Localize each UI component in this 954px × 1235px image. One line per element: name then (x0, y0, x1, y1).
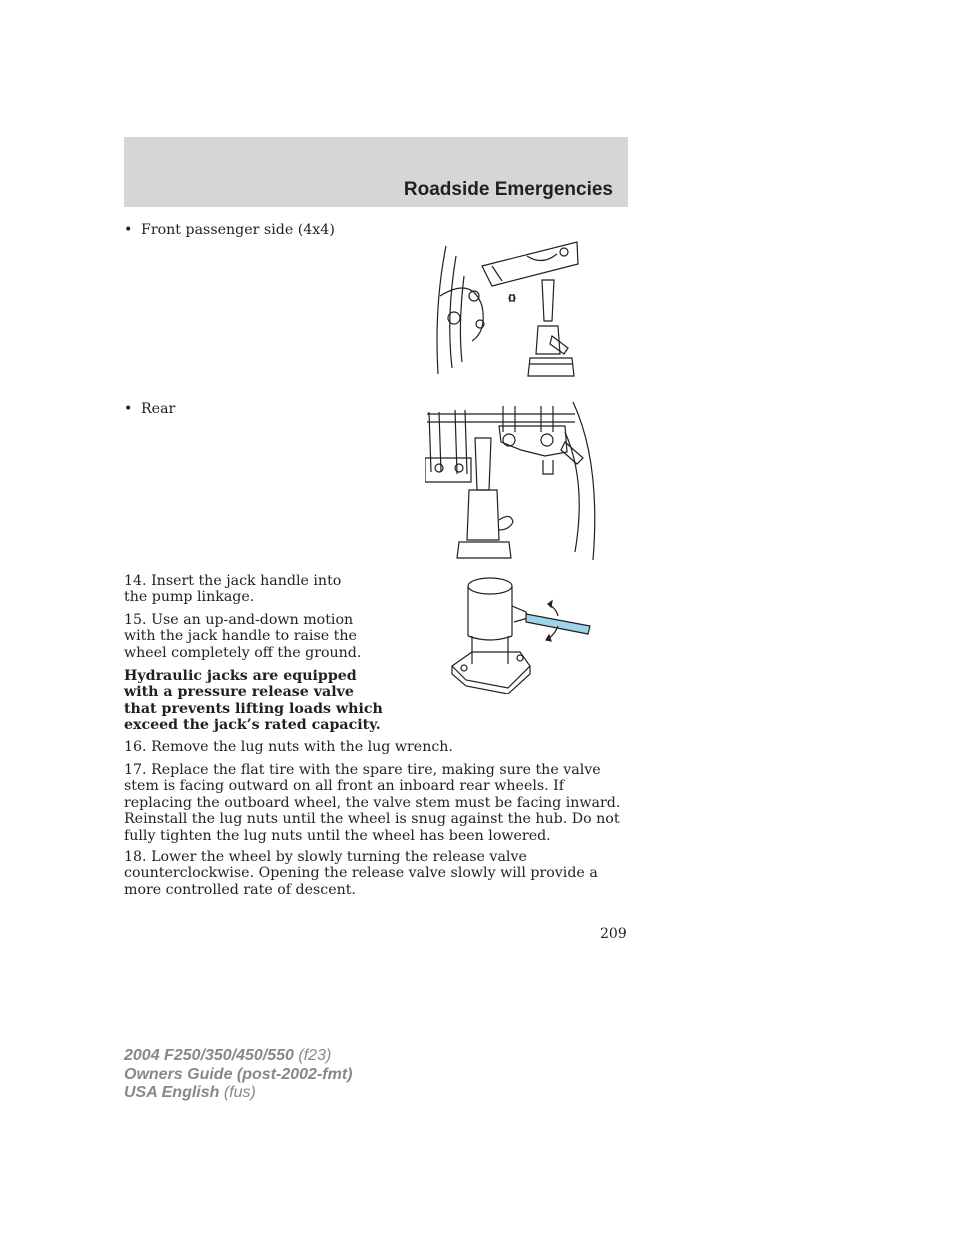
footer-model: 2004 F250/350/450/550 (124, 1047, 294, 1064)
step-16: 16. Remove the lug nuts with the lug wrench. (124, 739, 453, 755)
jack-handle-illustration (448, 574, 594, 694)
bullet-dot: • (124, 222, 133, 238)
section-header-band (124, 137, 628, 207)
footer-language: USA English (124, 1084, 220, 1101)
step-14: 14. Insert the jack handle into the pump linkage. (124, 573, 342, 606)
footer-line-3 (124, 1084, 352, 1103)
footer-language-code: (fus) (223, 1084, 256, 1101)
footer-line-1 (124, 1047, 352, 1066)
step-15: 15. Use an up-and-down motion with the jack handle to raise the wheel completely off the ground. (124, 612, 362, 661)
footer-model-code: (f23) (298, 1047, 332, 1064)
footer-line-2 (124, 1066, 352, 1085)
jack-handle-bar (526, 614, 590, 634)
hydraulic-jack-warning: Hydraulic jacks are equipped with a pressure release valve that prevents lifting loads which exceed the jack’s rated capacity. (124, 668, 383, 734)
bullet-dot: • (124, 401, 133, 417)
bullet-rear-label: Rear (141, 401, 176, 417)
bullet-front-passenger (124, 222, 335, 238)
page-number: 209 (600, 926, 627, 942)
document-footer (124, 1047, 352, 1103)
footer-guide: Owners Guide (post-2002-fmt) (124, 1065, 353, 1083)
section-title: Roadside Emergencies (403, 179, 613, 200)
rear-jack-illustration (425, 402, 597, 562)
front-jack-illustration (432, 236, 582, 378)
step-18: 18. Lower the wheel by slowly turning the release valve counterclockwise. Opening the release valve slowly will provide a more controlled rate of descent. (124, 849, 598, 898)
step-17: 17. Replace the flat tire with the spare tire, making sure the valve stem is facing outward on all front an inboard rear wheels. If replacing the outboard wheel, the valve stem must be facing inward. Reinstall the lug nuts until the wheel is snug against the hub. Do not fully tighten the lug nuts until the wheel has been lowered. (124, 762, 621, 844)
bullet-front-label: Front passenger side (4x4) (141, 222, 335, 238)
bullet-rear (124, 401, 175, 417)
